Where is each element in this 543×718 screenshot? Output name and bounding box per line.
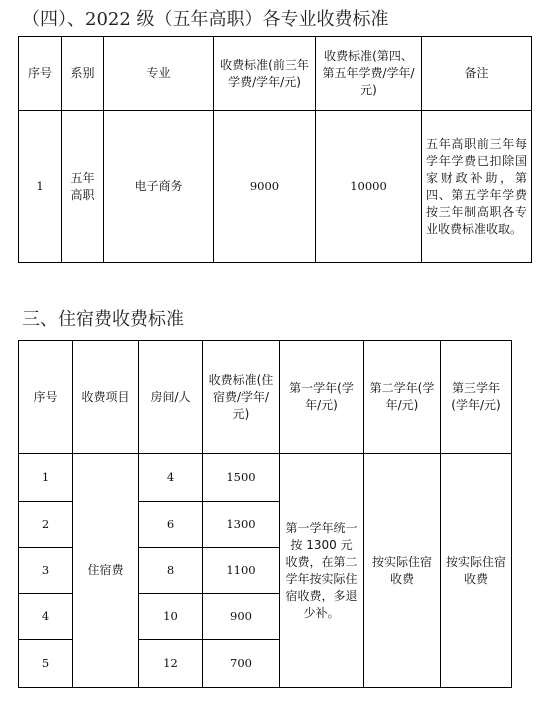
first-year-note: 第一学年统一按 1300 元收费，在第二学年按实际住宿收费，多退少补。: [280, 454, 364, 688]
row-index: 4: [19, 594, 73, 640]
header-major: 专业: [104, 37, 214, 111]
second-year-note: 按实际住宿收费: [364, 454, 441, 688]
row-fee: 900: [203, 594, 280, 640]
row-remark: 五年高职前三年每学年学费已扣除国家财政补助，第四、第五学年学费按三年制高职各专业收费标准收取。: [422, 111, 532, 263]
table-header-row: [19, 341, 512, 454]
header-first-year: 第一学年(学年/元): [280, 341, 364, 454]
row-room: 12: [139, 640, 203, 688]
row-department: 五年高职: [62, 111, 104, 263]
third-year-note: 按实际住宿收费: [441, 454, 512, 688]
header-index: 序号: [19, 341, 73, 454]
row-room: 4: [139, 454, 203, 502]
header-fee-four-five: 收费标准(第四、第五年学费/学年/元): [316, 37, 422, 111]
section-title-accommodation: 三、住宿费收费标准: [22, 309, 184, 330]
row-room: 6: [139, 502, 203, 548]
table-row: [19, 111, 532, 263]
row-room: 8: [139, 548, 203, 594]
major-fee-table: [18, 36, 532, 263]
row-room: 10: [139, 594, 203, 640]
row-fee: 1300: [203, 502, 280, 548]
row-fee: 700: [203, 640, 280, 688]
row-fee-four-five: 10000: [316, 111, 422, 263]
row-major: 电子商务: [104, 111, 214, 263]
row-fee-first-three: 9000: [214, 111, 316, 263]
header-index: 序号: [19, 37, 62, 111]
header-department: 系别: [62, 37, 104, 111]
header-fee: 收费标准(住宿费/学年/元): [203, 341, 280, 454]
table-row: [19, 454, 512, 502]
row-fee: 1100: [203, 548, 280, 594]
header-fee-first-three: 收费标准(前三年学费/学年/元): [214, 37, 316, 111]
header-second-year: 第二学年(学年/元): [364, 341, 441, 454]
row-index: 2: [19, 502, 73, 548]
header-third-year: 第三学年(学年/元): [441, 341, 512, 454]
item-cell: 住宿费: [73, 454, 139, 688]
section-title-major-fees: （四）、2022 级（五年高职）各专业收费标准: [22, 9, 389, 30]
row-index: 1: [19, 454, 73, 502]
accommodation-fee-table: [18, 340, 512, 688]
header-item: 收费项目: [73, 341, 139, 454]
table-header-row: [19, 37, 532, 111]
row-index: 1: [19, 111, 62, 263]
row-fee: 1500: [203, 454, 280, 502]
header-remark: 备注: [422, 37, 532, 111]
header-room: 房间/人: [139, 341, 203, 454]
row-index: 3: [19, 548, 73, 594]
row-index: 5: [19, 640, 73, 688]
